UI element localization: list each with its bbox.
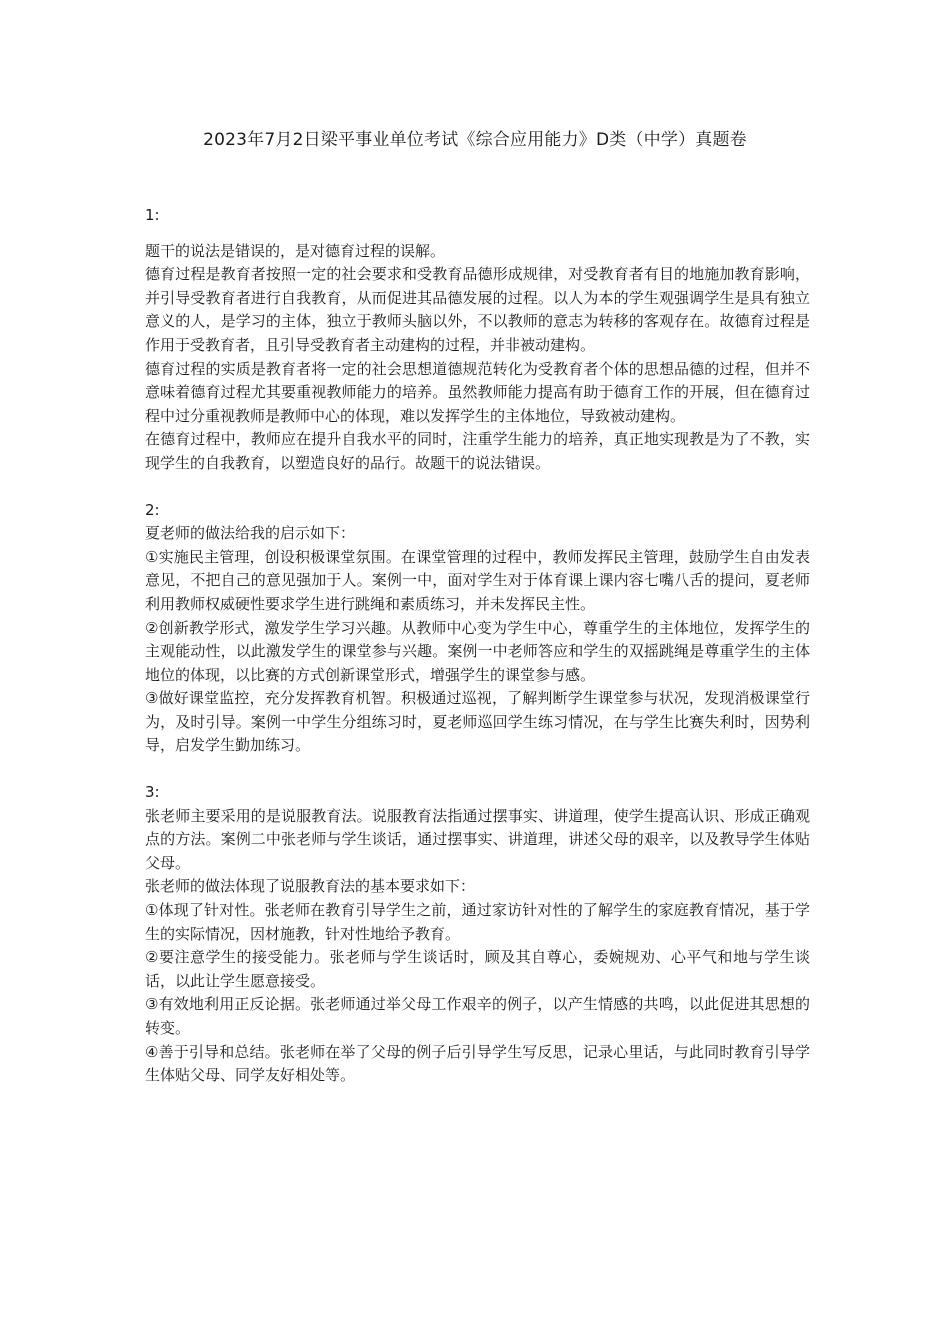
paragraph: ①实施民主管理，创设积极课堂氛围。在课堂管理的过程中，教师发挥民主管理，鼓励学生自由发表意见，不把自己的意见强加于人。案例一中，面对学生对于体育课上课内容七嘴八舌的提问，夏老师利用教师权威硬性要求学生进行跳绳和素质练习，并未发挥民主性。 xyxy=(145,547,810,613)
paragraph: ④善于引导和总结。张老师在举了父母的例子后引导学生写反思，记录心里话，与此同时教育引导学生体贴父母、同学友好相处等。 xyxy=(145,1042,810,1085)
document-body xyxy=(145,204,810,1088)
answer-section-1 xyxy=(145,204,810,476)
section-number: 3: xyxy=(145,783,160,802)
document-title: 2023年7月2日梁平事业单位考试《综合应用能力》D类（中学）真题卷 xyxy=(203,130,747,150)
paragraph: ②创新教学形式，激发学生学习兴趣。从教师中心变为学生中心，尊重学生的主体地位，发挥学生的主观能动性，以此激发学生的课堂参与兴趣。案例一中老师答应和学生的双摇跳绳是尊重学生的主体地位的体现，以比赛的方式创新课堂形式，增强学生的课堂参与感。 xyxy=(145,618,810,684)
paragraph: 在德育过程中，教师应在提升自我水平的同时，注重学生能力的培养，真正地实现教是为了不教，实现学生的自我教育，以塑造良好的品行。故题干的说法错误。 xyxy=(145,430,810,472)
paragraph: 德育过程是教育者按照一定的社会要求和受教育品德形成规律，对受教育者有目的地施加教育影响，并引导受教育者进行自我教育，从而促进其品德发展的过程。以人为本的学生观强调学生是具有独立意义的人，是学习的主体，独立于教师头脑以外，不以教师的意志为转移的客观存在。故德育过程是作用于受教育者，且引导受教育者主动建构的过程，并非被动建构。 xyxy=(145,265,810,354)
paragraph: 题干的说法是错误的，是对德育过程的误解。 xyxy=(145,241,446,260)
answer-section-3 xyxy=(145,781,810,1088)
paragraph: 夏老师的做法给我的启示如下： xyxy=(145,524,356,543)
section-number: 1: xyxy=(145,206,160,224)
paragraph: ①体现了针对性。张老师在教育引导学生之前，通过家访针对性的了解学生的家庭教育情况，基于学生的实际情况，因材施教，针对性地给予教育。 xyxy=(145,901,810,943)
paragraph: 德育过程的实质是教育者将一定的社会思想道德规范转化为受教育者个体的思想品德的过程，但并不意味着德育过程尤其要重视教师能力的培养。虽然教师能力提高有助于德育工作的开展，但在德育过程中过分重视教师是教师中心的体现，难以发挥学生的主体地位，导致被动建构。 xyxy=(145,359,810,425)
paragraph: ③有效地利用正反论据。张老师通过举父母工作艰辛的例子，以产生情感的共鸣，以此促进其思想的转变。 xyxy=(145,995,810,1037)
paragraph: 张老师的做法体现了说服教育法的基本要求如下： xyxy=(145,877,476,896)
paragraph: ③做好课堂监控，充分发挥教育机智。积极通过巡视，了解判断学生课堂参与状况，发现消极课堂行为，及时引导。案例一中学生分组练习时，夏老师巡回学生练习情况，在与学生比赛失利时，因势利导，启发学生勤加练习。 xyxy=(145,689,810,755)
paragraph: ②要注意学生的接受能力。张老师与学生谈话时，顾及其自尊心，委婉规劝、心平气和地与学生谈话，以此让学生愿意接受。 xyxy=(145,948,810,990)
section-number: 2: xyxy=(145,500,160,519)
answer-section-2 xyxy=(145,499,810,759)
paragraph: 张老师主要采用的是说服教育法。说服教育法指通过摆事实、讲道理，使学生提高认识、形成正确观点的方法。案例二中张老师与学生谈话，通过摆事实、讲道理，讲述父母的艰辛，以及教导学生体贴父母。 xyxy=(145,806,810,872)
